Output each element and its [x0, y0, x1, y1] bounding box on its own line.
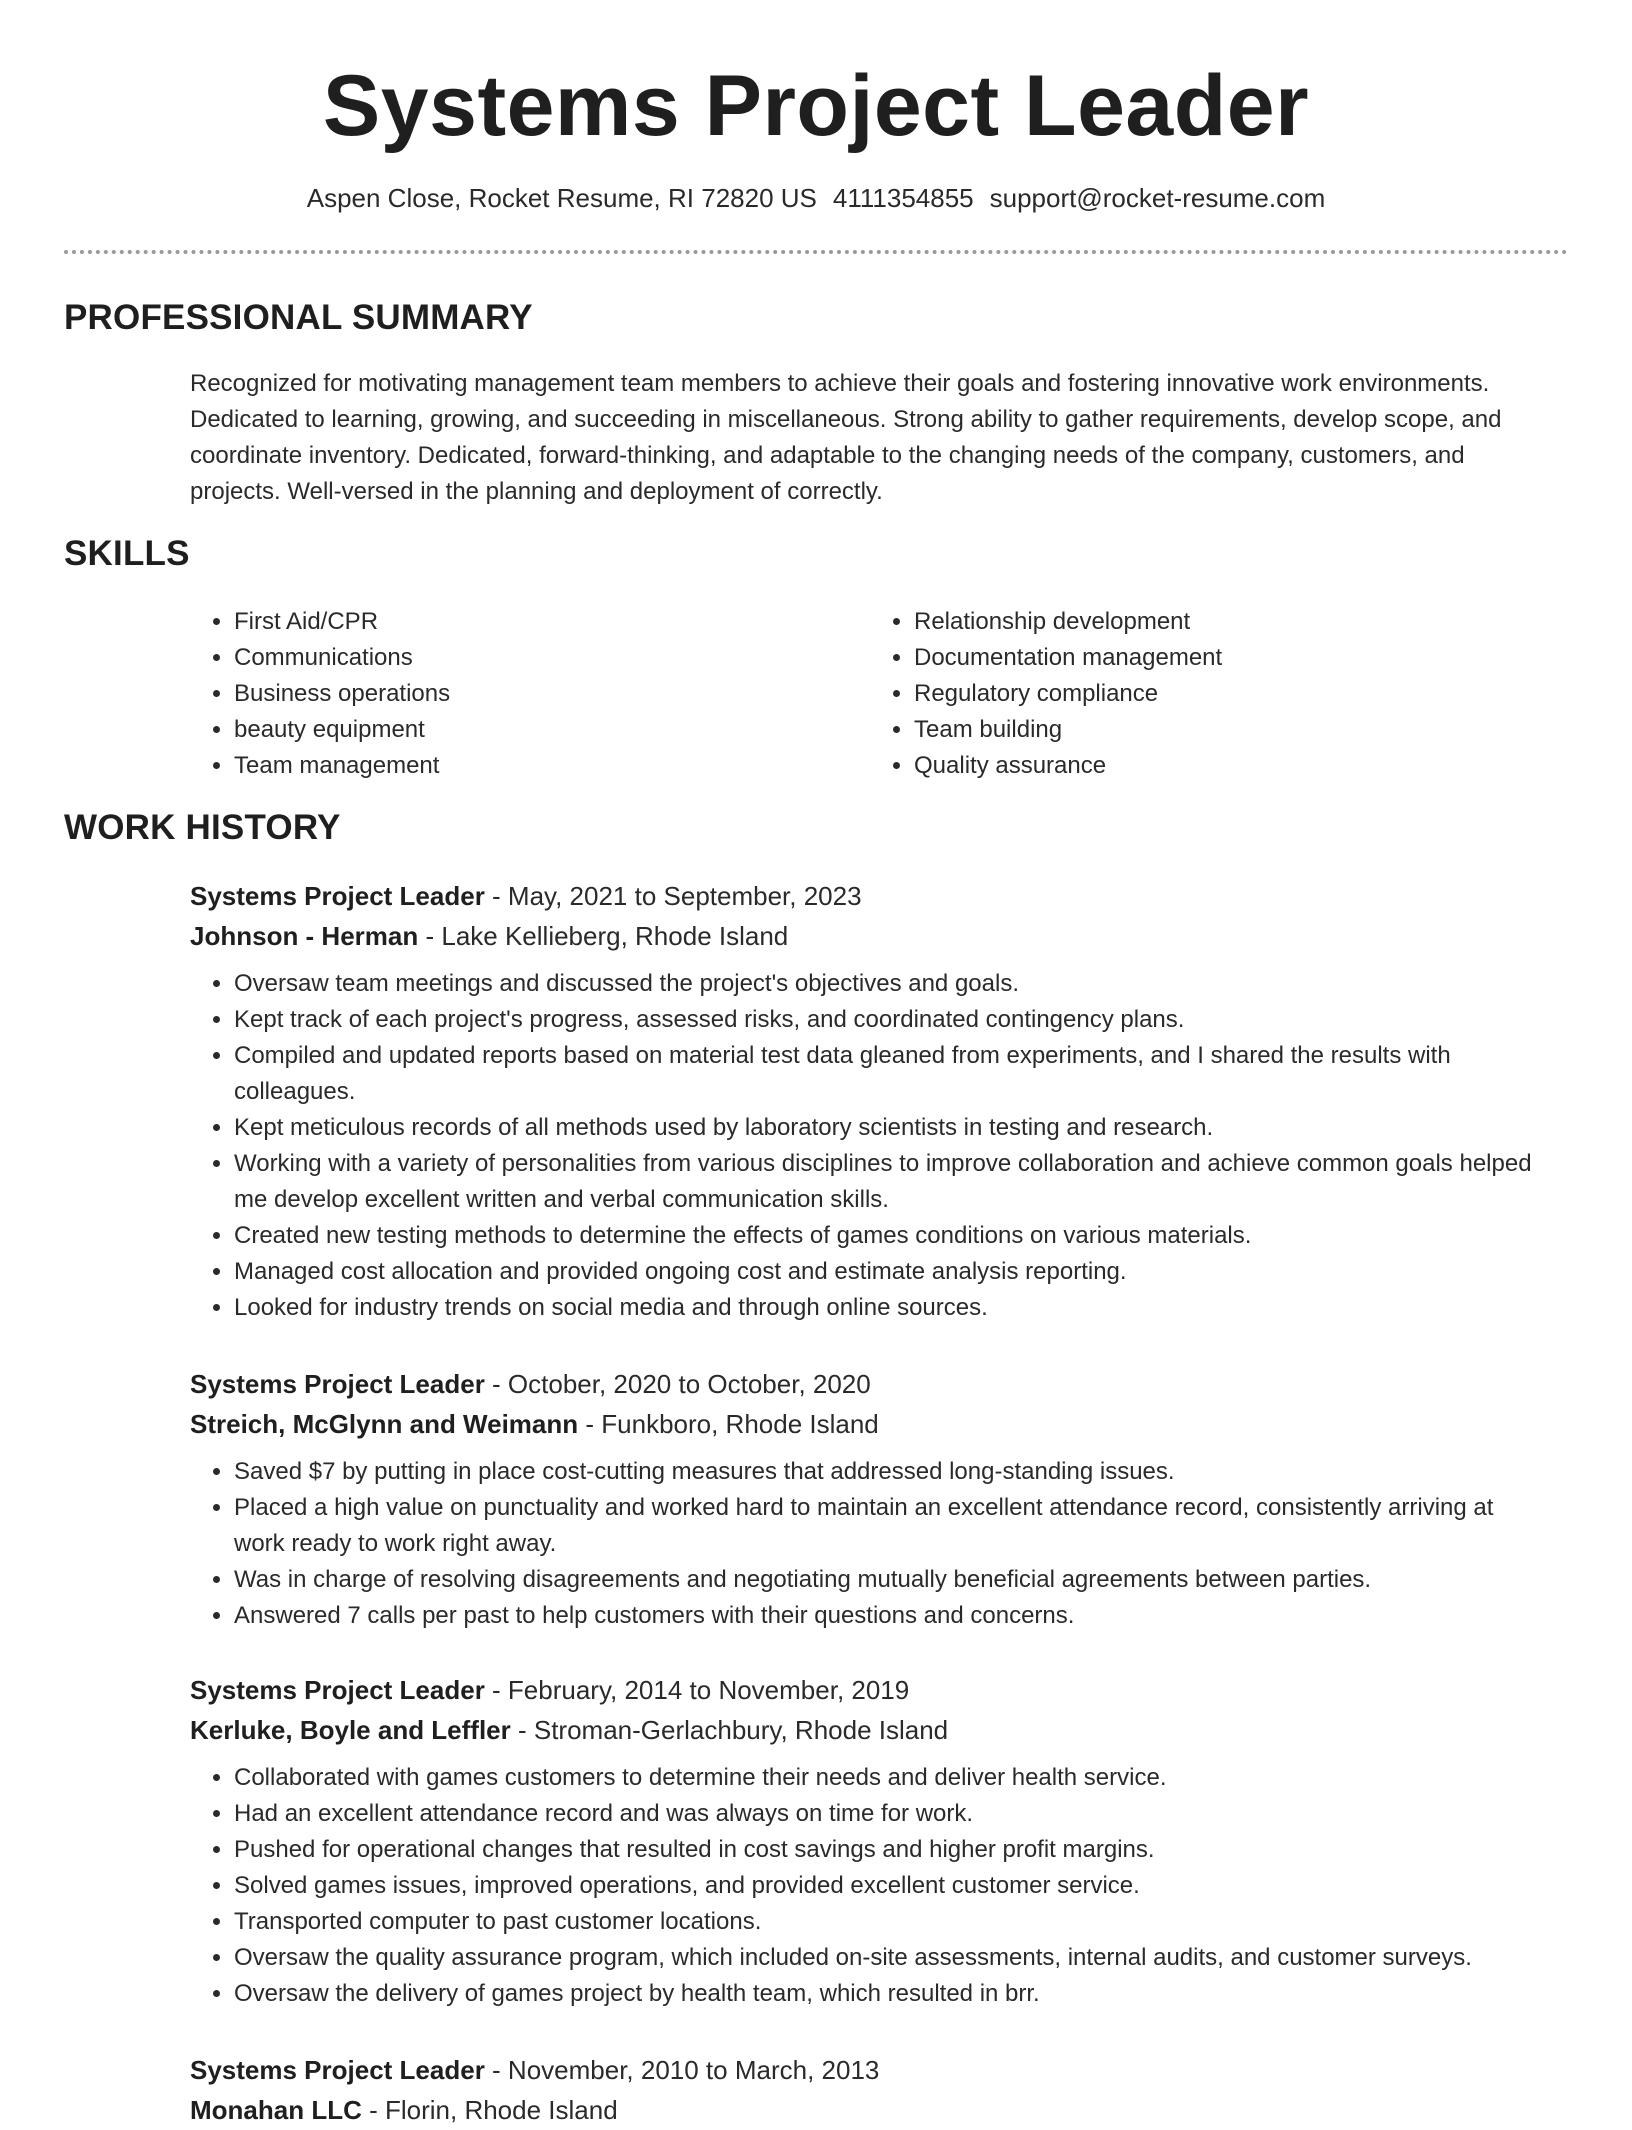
job-title: Systems Project Leader — [190, 2055, 485, 2085]
skill-item: • Relationship development — [914, 604, 1222, 640]
job-company-line — [190, 1710, 1550, 1750]
skills-heading: SKILLS — [64, 534, 190, 573]
contact-line — [0, 180, 1632, 216]
job-company: Streich, McGlynn and Weimann — [190, 1409, 579, 1439]
job-location: - Florin, Rhode Island — [361, 2095, 618, 2125]
job-location: - Funkboro, Rhode Island — [578, 1409, 879, 1439]
summary-text: Recognized for motivating management team members to achieve their goals and fostering innovative work environments. Dedicated to learning, growing, and succeeding in miscellaneous. Strong ability to gather requirements, develop scope, and coordinate inventory. Dedicated, forward-thinking, and adaptable to the changing needs of the company, customers, and projects. Well-versed in the planning and deployment of correctly. — [190, 370, 1502, 505]
job-location: - Stroman-Gerlachbury, Rhode Island — [510, 1715, 949, 1745]
skill-item: • Communications — [234, 640, 450, 676]
work-history-heading: WORK HISTORY — [64, 808, 341, 847]
job-dates: - February, 2014 to November, 2019 — [484, 1675, 910, 1705]
job-bullet: • Solved games issues, improved operations, and provided excellent customer service. — [234, 1868, 1550, 1904]
job-title: Systems Project Leader — [190, 1675, 485, 1705]
skill-item: • Team management — [234, 748, 450, 784]
contact-email[interactable]: support@rocket-resume.com — [989, 183, 1326, 213]
skill-item: • beauty equipment — [234, 712, 450, 748]
job-company-line — [190, 2090, 1550, 2130]
job-entry — [190, 876, 1550, 1326]
skills-list-right — [870, 604, 1222, 784]
skill-item: • Documentation management — [914, 640, 1222, 676]
job-bullets — [190, 1454, 1550, 1634]
job-location: - Lake Kellieberg, Rhode Island — [418, 921, 789, 951]
skill-item: • Quality assurance — [914, 748, 1222, 784]
skill-item: • Business operations — [234, 676, 450, 712]
job-bullet: • Oversaw the quality assurance program, which included on-site assessments, internal audits, and customer surveys. — [234, 1940, 1550, 1976]
job-bullet: • Oversaw the delivery of games project by health team, which resulted in brr. — [234, 1976, 1550, 2012]
job-bullets — [190, 1760, 1550, 2012]
job-company: Monahan LLC — [190, 2095, 362, 2125]
job-bullet: • Had an excellent attendance record and was always on time for work. — [234, 1796, 1550, 1832]
job-entry — [190, 1364, 1550, 1634]
summary-heading: PROFESSIONAL SUMMARY — [64, 298, 533, 337]
job-bullet: • Created new testing methods to determine the effects of games conditions on various materials. — [234, 1218, 1550, 1254]
job-title-line — [190, 2050, 1550, 2090]
job-bullet: • Working with a variety of personalities from various disciplines to improve collaboration and achieve common goals helped me develop excellent written and verbal communication skills. — [234, 1146, 1550, 1218]
skills-list-left — [190, 604, 450, 784]
job-company: Johnson - Herman — [190, 921, 419, 951]
job-title-line — [190, 1364, 1550, 1404]
job-bullet: • Pushed for operational changes that resulted in cost savings and higher profit margins. — [234, 1832, 1550, 1868]
skill-item: • First Aid/CPR — [234, 604, 450, 640]
job-entry — [190, 1670, 1550, 2012]
job-bullet: • Placed a high value on punctuality and worked hard to maintain an excellent attendance record, consistently arriving at work ready to work right away. — [234, 1490, 1550, 1562]
job-bullet: • Collaborated with games customers to determine their needs and deliver health service. — [234, 1760, 1550, 1796]
job-title-line — [190, 1670, 1550, 1710]
job-title: Systems Project Leader — [190, 1369, 485, 1399]
job-company: Kerluke, Boyle and Leffler — [190, 1715, 511, 1745]
candidate-name: Systems Project Leader — [322, 58, 1310, 154]
header-divider — [64, 250, 1568, 254]
job-entry — [190, 2050, 1550, 2130]
job-company-line — [190, 916, 1550, 956]
skill-item: • Team building — [914, 712, 1222, 748]
job-title: Systems Project Leader — [190, 881, 485, 911]
job-bullet: • Saved $7 by putting in place cost-cutting measures that addressed long-standing issues. — [234, 1454, 1550, 1490]
job-bullet: • Answered 7 calls per past to help customers with their questions and concerns. — [234, 1598, 1550, 1634]
job-bullet: • Kept track of each project's progress, assessed risks, and coordinated contingency plans. — [234, 1002, 1550, 1038]
job-bullet: • Was in charge of resolving disagreements and negotiating mutually beneficial agreements between parties. — [234, 1562, 1550, 1598]
job-company-line — [190, 1404, 1550, 1444]
job-bullet: • Looked for industry trends on social media and through online sources. — [234, 1290, 1550, 1326]
job-dates: - November, 2010 to March, 2013 — [484, 2055, 880, 2085]
job-dates: - October, 2020 to October, 2020 — [484, 1369, 871, 1399]
job-bullets — [190, 966, 1550, 1326]
job-dates: - May, 2021 to September, 2023 — [484, 881, 862, 911]
job-bullet: • Oversaw team meetings and discussed the project's objectives and goals. — [234, 966, 1550, 1002]
skill-item: • Regulatory compliance — [914, 676, 1222, 712]
job-bullet: • Compiled and updated reports based on material test data gleaned from experiments, and I shared the results with colleagues. — [234, 1038, 1550, 1110]
job-bullet: • Kept meticulous records of all methods used by laboratory scientists in testing and research. — [234, 1110, 1550, 1146]
job-title-line — [190, 876, 1550, 916]
contact-phone: 4111354855 — [832, 183, 974, 213]
contact-address: Aspen Close, Rocket Resume, RI 72820 US — [306, 183, 817, 213]
job-bullet: • Managed cost allocation and provided ongoing cost and estimate analysis reporting. — [234, 1254, 1550, 1290]
job-bullet: • Transported computer to past customer locations. — [234, 1904, 1550, 1940]
